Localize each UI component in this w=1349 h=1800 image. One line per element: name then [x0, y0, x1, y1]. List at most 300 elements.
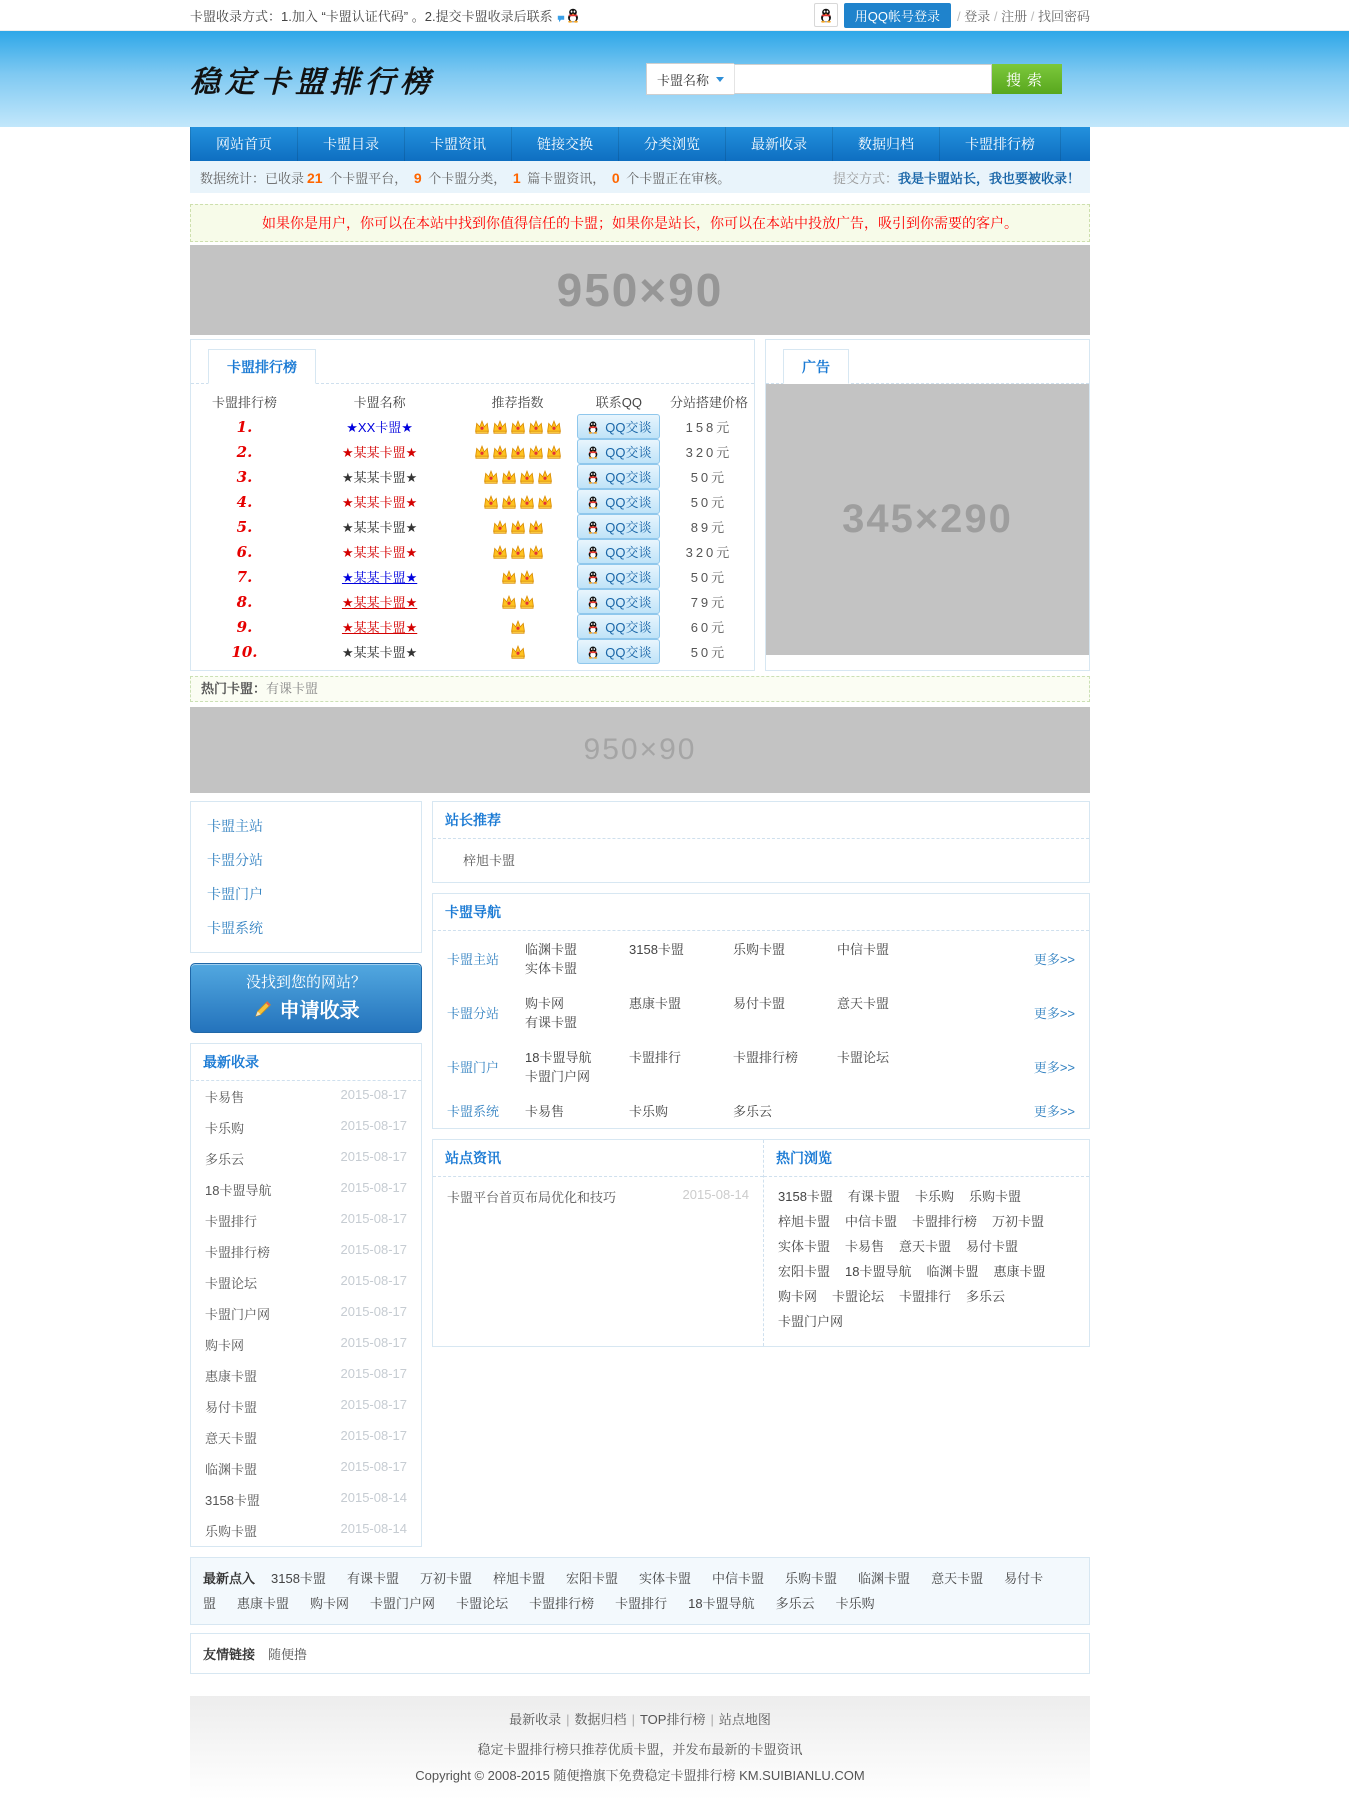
footer-link[interactable]: 数据归档	[574, 1712, 627, 1727]
sidebar-link[interactable]: 卡盟门户	[207, 886, 263, 902]
qq-contact-icon[interactable]	[557, 7, 581, 23]
separator: /	[957, 8, 965, 24]
hot-browse-link[interactable]: 3158卡盟	[778, 1189, 833, 1204]
hot-browse-title: 热门浏览	[764, 1140, 1089, 1177]
qq-penguin-icon	[586, 570, 600, 584]
nav-item[interactable]: 网站首页	[190, 127, 298, 161]
search-button[interactable]: 搜索	[992, 64, 1062, 94]
stat-number: 1	[512, 169, 521, 186]
stat-number: 21	[307, 169, 323, 186]
stat-number: 0	[611, 169, 620, 186]
km-nav-category[interactable]: 卡盟分站	[447, 1005, 500, 1021]
rank-number: 2.	[236, 442, 253, 461]
latest-click-link[interactable]: 卡盟门户网	[370, 1596, 436, 1611]
ranking-tabline	[191, 340, 754, 384]
rank-number: 9.	[236, 617, 253, 636]
content-column	[432, 801, 1090, 1347]
km-name-link[interactable]: ★某某卡盟★	[341, 620, 418, 635]
latest-click-link[interactable]: 易付卡盟	[203, 1571, 1044, 1611]
qq-chat-button[interactable]	[577, 639, 660, 664]
km-nav-item[interactable]: 易付卡盟	[733, 996, 786, 1011]
footer-links	[190, 1709, 1090, 1728]
hot-browse-link[interactable]: 18卡盟导航	[845, 1264, 912, 1279]
ranking-panel	[190, 339, 755, 671]
ranking-header-row	[191, 388, 754, 414]
price-value: 320元	[685, 445, 733, 460]
km-name-link[interactable]: ★某某卡盟★	[341, 520, 418, 535]
apply-line2: 申请收录	[279, 1000, 360, 1022]
crown-icon	[510, 619, 526, 635]
separator: /	[990, 8, 1002, 24]
latest-item-date: 2015-08-14	[340, 1490, 407, 1505]
qq-chat-button[interactable]	[577, 464, 660, 489]
stat-text: 篇卡盟资讯，	[523, 170, 609, 186]
topbar	[0, 0, 1349, 31]
list-item	[191, 1081, 421, 1112]
apply-button[interactable]	[190, 963, 422, 1033]
nav-item[interactable]: 卡盟目录	[298, 127, 405, 161]
crown-icon	[483, 494, 499, 510]
hot-browse-link[interactable]: 卡盟排行	[899, 1289, 952, 1304]
latest-click-link[interactable]: 万初卡盟	[419, 1571, 472, 1586]
news-hot-box	[432, 1139, 1090, 1347]
table-row	[191, 564, 754, 589]
crown-icon	[501, 469, 517, 485]
list-item	[191, 1267, 421, 1298]
crown-icon	[483, 469, 499, 485]
qq-chat-label: QQ交谈	[605, 520, 652, 535]
crown-icon	[510, 544, 526, 560]
price-value: 50元	[690, 570, 728, 585]
km-name-link[interactable]: ★XX卡盟★	[346, 420, 413, 435]
latest-item-name[interactable]: 临渊卡盟	[205, 1462, 258, 1477]
crown-icon	[528, 544, 544, 560]
topbar-link-3[interactable]: 找回密码	[1037, 8, 1090, 24]
ad-banner-top[interactable]	[190, 245, 1090, 335]
qq-penguin-icon	[586, 470, 600, 484]
km-nav-item[interactable]: 中信卡盟	[837, 942, 890, 957]
latest-item-name[interactable]: 意天卡盟	[205, 1431, 258, 1446]
km-nav-row	[433, 1093, 1089, 1128]
news-section	[433, 1140, 763, 1346]
latest-click-link[interactable]: 多乐云	[775, 1596, 815, 1611]
crown-icon	[474, 419, 490, 435]
hot-browse-link[interactable]: 梓旭卡盟	[778, 1214, 831, 1229]
latest-item-name[interactable]: 乐购卡盟	[205, 1524, 258, 1539]
qq-penguin-icon	[586, 420, 600, 434]
latest-item-name[interactable]: 易付卡盟	[205, 1400, 258, 1415]
qq-chat-button[interactable]	[577, 414, 660, 439]
crown-rating	[461, 593, 574, 610]
qq-chat-button[interactable]	[577, 439, 660, 464]
crown-icon	[501, 494, 517, 510]
hot-browse-link[interactable]: 卡盟排行榜	[912, 1214, 978, 1229]
table-row	[191, 439, 754, 464]
news-list	[433, 1177, 763, 1216]
latest-click-link[interactable]: 购卡网	[310, 1596, 350, 1611]
qq-chat-button[interactable]	[577, 589, 660, 614]
latest-item-name[interactable]: 卡盟论坛	[205, 1276, 258, 1291]
nav-item[interactable]: 卡盟排行榜	[940, 127, 1061, 161]
km-nav-box	[432, 893, 1090, 1129]
price-value: 50元	[690, 495, 728, 510]
km-nav-item[interactable]: 意天卡盟	[837, 996, 890, 1011]
km-nav-item[interactable]: 乐购卡盟	[733, 942, 786, 957]
separator: |	[710, 1712, 714, 1727]
table-row	[191, 614, 754, 639]
news-item	[433, 1177, 763, 1216]
ranking-header: 推荐指数	[491, 394, 544, 410]
latest-item-date: 2015-08-17	[340, 1428, 407, 1443]
site-header	[0, 31, 1349, 127]
hot-km-bar	[190, 676, 1090, 702]
crown-icon	[474, 444, 490, 460]
footer-link[interactable]: 最新收录	[509, 1712, 562, 1727]
hot-browse-link[interactable]: 卡盟门户网	[778, 1314, 844, 1329]
km-nav-category[interactable]: 卡盟门户	[447, 1059, 500, 1075]
rank-number: 4.	[236, 492, 253, 511]
more-link[interactable]: 更多>>	[1033, 951, 1075, 967]
stats-prefix: 数据统计：已收录	[200, 170, 305, 186]
latest-item-name[interactable]: 多乐云	[205, 1152, 245, 1167]
search-category-label: 卡盟名称	[656, 72, 709, 88]
price-value: 50元	[690, 645, 728, 660]
sidebar	[190, 801, 422, 1547]
km-name-link[interactable]: ★某某卡盟★	[341, 595, 418, 610]
stat-text: 个卡盟分类，	[424, 170, 510, 186]
news-title: 站点资讯	[433, 1140, 763, 1177]
site-logo[interactable]: 稳定卡盟排行榜	[190, 65, 435, 100]
hot-browse-link[interactable]: 多乐云	[966, 1289, 1006, 1304]
crown-icon	[501, 569, 517, 585]
km-nav-item[interactable]: 18卡盟导航	[525, 1050, 592, 1065]
crown-rating	[461, 518, 574, 535]
latest-item-name[interactable]: 卡乐购	[205, 1121, 245, 1136]
table-row	[191, 539, 754, 564]
nav-item[interactable]: 卡盟资讯	[405, 127, 512, 161]
rank-number: 3.	[236, 467, 253, 486]
km-nav-item[interactable]: 购卡网	[525, 996, 565, 1011]
crown-icon	[510, 644, 526, 660]
latest-click-link[interactable]: 宏阳卡盟	[565, 1571, 618, 1586]
qq-chat-label: QQ交谈	[605, 570, 652, 585]
latest-click-link[interactable]: 卡盟论坛	[456, 1596, 509, 1611]
more-link[interactable]: 更多>>	[1033, 1104, 1075, 1119]
crown-icon	[519, 494, 535, 510]
ad-side-placeholder[interactable]	[766, 384, 1089, 655]
km-nav-item[interactable]: 实体卡盟	[525, 961, 578, 976]
news-item-title[interactable]: 卡盟平台首页布局优化和技巧	[447, 1190, 617, 1205]
price-value: 79元	[690, 595, 728, 610]
latest-click-link[interactable]: 18卡盟导航	[688, 1596, 755, 1611]
latest-click-link[interactable]: 卡盟排行榜	[529, 1596, 595, 1611]
km-nav-item[interactable]: 卡盟门户网	[525, 1069, 591, 1084]
chevron-down-icon	[716, 77, 724, 82]
latest-item-name[interactable]: 卡盟排行榜	[205, 1245, 271, 1260]
km-name-link[interactable]: ★某某卡盟★	[341, 495, 418, 510]
hot-browse-link[interactable]: 易付卡盟	[966, 1239, 1019, 1254]
crown-icon	[492, 444, 508, 460]
latest-click-link[interactable]: 有课卡盟	[346, 1571, 399, 1586]
km-nav-item[interactable]: 惠康卡盟	[629, 996, 682, 1011]
list-item	[191, 1112, 421, 1143]
qq-chat-label: QQ交谈	[605, 420, 652, 435]
latest-list	[191, 1081, 421, 1546]
qq-chat-button[interactable]	[577, 489, 660, 514]
nav-item[interactable]: 分类浏览	[619, 127, 726, 161]
hot-browse-link[interactable]: 中信卡盟	[845, 1214, 898, 1229]
latest-item-name[interactable]: 惠康卡盟	[205, 1369, 258, 1384]
km-name-link[interactable]: ★某某卡盟★	[341, 470, 418, 485]
more-link[interactable]: 更多>>	[1033, 1005, 1075, 1021]
km-nav-item[interactable]: 卡盟排行	[629, 1050, 682, 1065]
list-item	[191, 1236, 421, 1267]
nav-item[interactable]: 数据归档	[833, 127, 940, 161]
search-input[interactable]	[734, 64, 992, 94]
km-nav-item[interactable]: 3158卡盟	[629, 942, 684, 957]
latest-item-date: 2015-08-14	[340, 1521, 407, 1536]
crown-rating	[461, 568, 574, 585]
list-item	[191, 1205, 421, 1236]
km-nav-category[interactable]: 卡盟主站	[447, 951, 500, 967]
ad-panel	[765, 339, 1090, 671]
km-nav-row	[433, 931, 1089, 985]
stat-text: 个卡盟平台，	[325, 170, 411, 186]
qq-chat-button[interactable]	[577, 564, 660, 589]
submit-link[interactable]: 我是卡盟站长，我也要被收录！	[897, 170, 1080, 186]
latest-click-link[interactable]: 实体卡盟	[639, 1571, 692, 1586]
km-name-link[interactable]: ★某某卡盟★	[341, 645, 418, 660]
latest-item-date: 2015-08-17	[340, 1242, 407, 1257]
stats-bar	[190, 161, 1090, 193]
latest-item-name[interactable]: 购卡网	[205, 1338, 245, 1353]
qq-chat-label: QQ交谈	[605, 595, 652, 610]
list-item	[191, 1484, 421, 1515]
nav-item[interactable]: 链接交换	[512, 127, 619, 161]
crown-icon	[510, 444, 526, 460]
crown-rating	[461, 443, 574, 460]
latest-click-link[interactable]: 梓旭卡盟	[492, 1571, 545, 1586]
latest-item-date: 2015-08-17	[340, 1211, 407, 1226]
latest-item-name[interactable]: 卡盟排行	[205, 1214, 258, 1229]
sidebar-link[interactable]: 卡盟系统	[207, 920, 263, 936]
nav-item[interactable]: 最新收录	[726, 127, 833, 161]
recommend-title: 站长推荐	[433, 802, 1089, 839]
crown-icon	[546, 419, 562, 435]
qq-chat-button[interactable]	[577, 514, 660, 539]
qq-login-button[interactable]: 用QQ帐号登录	[844, 3, 951, 28]
list-item	[191, 1422, 421, 1453]
topbar-links	[957, 6, 1090, 25]
hot-browse-link[interactable]: 有课卡盟	[847, 1189, 900, 1204]
latest-click-link[interactable]: 卡盟排行	[615, 1596, 668, 1611]
km-nav-item[interactable]: 多乐云	[733, 1104, 773, 1119]
qq-chat-label: QQ交谈	[605, 545, 652, 560]
topbar-notice-text: 卡盟收录方式：1.加入 “卡盟认证代码” 。2.提交卡盟收录后联系	[190, 8, 553, 24]
table-row	[191, 639, 754, 664]
sidebar-link[interactable]: 卡盟主站	[207, 818, 263, 834]
crown-icon	[519, 594, 535, 610]
hot-browse-link[interactable]: 意天卡盟	[899, 1239, 952, 1254]
ranking-header: 联系QQ	[595, 394, 642, 410]
stat-text: 个卡盟正在审核。	[622, 170, 731, 186]
km-nav-item[interactable]: 临渊卡盟	[525, 942, 578, 957]
rank-number: 10.	[231, 642, 258, 661]
latest-item-name[interactable]: 18卡盟导航	[205, 1183, 272, 1198]
rank-number: 7.	[236, 567, 253, 586]
km-name-link[interactable]: ★某某卡盟★	[341, 570, 418, 585]
footer-link[interactable]: 站点地图	[718, 1712, 771, 1727]
hot-browse-link[interactable]: 购卡网	[778, 1289, 818, 1304]
qq-chat-label: QQ交谈	[605, 495, 652, 510]
hot-browse-link[interactable]: 实体卡盟	[778, 1239, 831, 1254]
latest-item-date: 2015-08-17	[340, 1180, 407, 1195]
pencil-icon	[253, 999, 273, 1019]
list-item	[191, 1360, 421, 1391]
recommend-list	[433, 839, 1089, 882]
more-link[interactable]: 更多>>	[1033, 1059, 1075, 1075]
list-item	[191, 1515, 421, 1546]
qq-chat-button[interactable]	[577, 614, 660, 639]
news-item-date: 2015-08-14	[682, 1187, 749, 1202]
hot-browse-link[interactable]: 宏阳卡盟	[778, 1264, 831, 1279]
crown-icon	[519, 569, 535, 585]
qq-chat-button[interactable]	[577, 539, 660, 564]
km-nav-title: 卡盟导航	[433, 894, 1089, 931]
crown-icon	[519, 469, 535, 485]
crown-icon	[492, 519, 508, 535]
km-nav-category[interactable]: 卡盟系统	[447, 1104, 500, 1119]
search-category-select[interactable]	[646, 63, 734, 95]
list-item	[191, 1298, 421, 1329]
qq-chat-label: QQ交谈	[605, 445, 652, 460]
hot-km-label: 热门卡盟：	[201, 681, 267, 696]
hot-browse-link[interactable]: 万初卡盟	[992, 1214, 1045, 1229]
separator: /	[1027, 8, 1038, 24]
submit-area	[833, 168, 1080, 187]
tab-ad[interactable]: 广告	[783, 349, 849, 384]
qq-chat-label: QQ交谈	[605, 470, 652, 485]
qq-penguin-icon	[586, 495, 600, 509]
topbar-link-1[interactable]: 登录	[964, 8, 991, 24]
km-nav-row	[433, 985, 1089, 1039]
hot-browse-link[interactable]: 卡乐购	[914, 1189, 954, 1204]
table-row	[191, 514, 754, 539]
recommend-item[interactable]: 梓旭卡盟	[463, 853, 516, 868]
crown-icon	[510, 419, 526, 435]
latest-item-name[interactable]: 3158卡盟	[205, 1493, 260, 1508]
hot-browse-link[interactable]: 惠康卡盟	[993, 1264, 1046, 1279]
footer	[190, 1696, 1090, 1800]
latest-item-date: 2015-08-17	[340, 1149, 407, 1164]
rank-number: 8.	[236, 592, 253, 611]
rank-number: 5.	[236, 517, 253, 536]
crown-icon	[546, 444, 562, 460]
ad-banner-top-label: 950×90	[556, 264, 724, 316]
qq-chat-label: QQ交谈	[605, 645, 652, 660]
km-name-link[interactable]: ★某某卡盟★	[341, 445, 418, 460]
chat-bubble-icon	[557, 15, 565, 23]
hot-browse-link[interactable]: 卡盟论坛	[832, 1289, 885, 1304]
sidebar-links-box	[190, 801, 422, 953]
latest-click-link[interactable]: 3158卡盟	[271, 1571, 326, 1586]
km-nav-item[interactable]: 卡乐购	[629, 1104, 669, 1119]
qq-penguin-icon	[586, 545, 600, 559]
price-value: 60元	[690, 620, 728, 635]
price-value: 320元	[685, 545, 733, 560]
ad-side-label: 345×290	[842, 497, 1013, 541]
km-nav-item[interactable]: 有课卡盟	[525, 1015, 578, 1030]
latest-click-link[interactable]: 惠康卡盟	[237, 1596, 290, 1611]
km-nav-row	[433, 1039, 1089, 1093]
ranking-header: 卡盟排行榜	[211, 394, 277, 410]
topbar-link-2[interactable]: 注册	[1001, 8, 1028, 24]
main-nav	[190, 127, 1090, 161]
friend-link[interactable]: 随便撸	[268, 1647, 308, 1662]
price-value: 158元	[685, 420, 733, 435]
crown-icon	[492, 544, 508, 560]
tab-ranking[interactable]: 卡盟排行榜	[208, 349, 316, 384]
latest-box	[190, 1043, 422, 1547]
site-notice: 如果你是用户，你可以在本站中找到你值得信任的卡盟；如果你是站长，你可以在本站中投放广告，吸引到你需要的客户。	[190, 204, 1090, 242]
latest-title: 最新收录	[191, 1044, 421, 1081]
crown-rating	[461, 493, 574, 510]
km-nav-item[interactable]: 卡盟论坛	[837, 1050, 890, 1065]
ad-banner-middle[interactable]	[190, 707, 1090, 793]
stat-number: 9	[413, 169, 422, 186]
km-name-link[interactable]: ★某某卡盟★	[341, 545, 418, 560]
hot-browse-link[interactable]: 乐购卡盟	[968, 1189, 1021, 1204]
crown-rating	[461, 618, 574, 635]
ranking-header: 卡盟名称	[353, 394, 406, 410]
km-nav-item[interactable]: 卡盟排行榜	[733, 1050, 799, 1065]
qq-penguin-icon	[586, 445, 600, 459]
crown-rating	[461, 543, 574, 560]
list-item	[191, 1174, 421, 1205]
price-value: 50元	[690, 470, 728, 485]
hot-browse-link[interactable]: 卡易售	[845, 1239, 885, 1254]
latest-click-box	[190, 1557, 1090, 1625]
km-nav-item[interactable]: 卡易售	[525, 1104, 565, 1119]
topbar-account-area	[814, 3, 1090, 28]
search-bar	[646, 63, 1062, 95]
table-row	[191, 464, 754, 489]
hot-km-link[interactable]: 有课卡盟	[266, 681, 319, 696]
crown-rating	[461, 643, 574, 660]
latest-click-link[interactable]: 卡乐购	[835, 1596, 875, 1611]
ranking-header: 分站搭建价格	[669, 394, 748, 410]
crown-icon	[528, 519, 544, 535]
ranking-table	[191, 384, 754, 670]
latest-click-link[interactable]: 意天卡盟	[931, 1571, 984, 1586]
table-row	[191, 414, 754, 439]
latest-item-name[interactable]: 卡盟门户网	[205, 1307, 271, 1322]
hot-browse-link[interactable]: 临渊卡盟	[926, 1264, 979, 1279]
footer-link[interactable]: TOP排行榜	[639, 1712, 706, 1727]
latest-click-link[interactable]: 乐购卡盟	[785, 1571, 838, 1586]
table-row	[191, 489, 754, 514]
latest-item-name[interactable]: 卡易售	[205, 1090, 245, 1105]
sidebar-link[interactable]: 卡盟分站	[207, 852, 263, 868]
latest-click-link[interactable]: 临渊卡盟	[858, 1571, 911, 1586]
crown-rating	[461, 468, 574, 485]
rank-number: 1.	[236, 417, 253, 436]
apply-line1: 没找到您的网站？	[245, 974, 366, 991]
crown-icon	[492, 419, 508, 435]
latest-click-label: 最新点入	[203, 1571, 256, 1586]
latest-click-link[interactable]: 中信卡盟	[712, 1571, 765, 1586]
hot-browse-list	[764, 1177, 1089, 1341]
